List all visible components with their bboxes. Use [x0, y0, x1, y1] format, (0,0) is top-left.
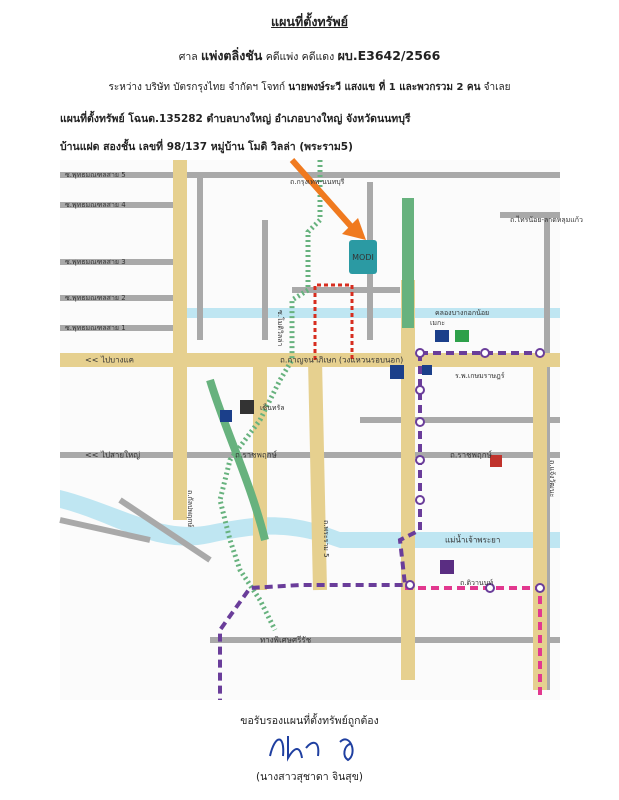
certify-text: ขอรับรองแผนที่ตั้งทรัพย์ถูกต้อง	[240, 715, 379, 727]
label-soi4: ซ.พุทธมณฑลสาย 4	[65, 201, 126, 209]
signer-name: (นางสาวสุชาดา จินสุข)	[256, 771, 363, 783]
case-type: คดีแพ่ง คดีแดง	[265, 51, 335, 63]
label-tiwanon: ถ.ติวานนท์	[460, 579, 494, 587]
label-soi3: ซ.พุทธมณฑลสาย 3	[65, 258, 126, 266]
modi-marker-label: MODI	[352, 253, 374, 262]
plaintiff-label: โจทก์	[261, 82, 286, 93]
label-chaengwattana: ถ.แจ้งวัฒนะ	[548, 460, 556, 498]
label-hospital: ร.พ.เกษมราษฎร์	[455, 372, 505, 380]
label-rama5: ถ.พระราม 5	[322, 520, 330, 558]
defendant-name: นายพงษ์ระวี แสงแข ที่ 1 และพวกรวม 2 คน	[288, 82, 481, 93]
label-expressway: ทางพิเศษศรีรัช	[260, 635, 312, 645]
label-kanlapaphruek: ถ.กัลปพฤกษ์	[186, 490, 194, 528]
location-line-2: บ้านแฝด สองชั้น เลขที่ 98/137 หมู่บ้าน โมดิ วิลล่า (พระราม5)	[60, 141, 353, 153]
court-name: แพ่งตลิ่งชัน	[201, 48, 263, 63]
green-line-rail	[402, 198, 414, 328]
parties-line	[0, 80, 619, 95]
label-soi2: ซ.พุทธมณฑลสาย 2	[65, 294, 126, 302]
label-ratchaphruek: ถ.ราชพฤกษ์	[235, 450, 277, 460]
signature	[0, 726, 619, 768]
label-road-top: ถ.กรุงเทพ-นนทบุรี	[290, 178, 345, 186]
page-title: แผนที่ตั้งทรัพย์	[271, 14, 348, 29]
court-line	[0, 46, 619, 66]
label-road-right: ถ.ไทรน้อย-ลาดหลุมแก้ว	[510, 216, 583, 224]
label-soi1: ซ.พุทธมณฑลสาย 1	[65, 324, 126, 332]
location-map	[60, 160, 583, 700]
defendant-label: จำเลย	[483, 82, 511, 93]
label-mega: เมกะ	[430, 319, 446, 327]
label-canal: คลองบางกอกน้อย	[435, 309, 490, 317]
location-line-1: แผนที่ตั้งทรัพย์ โฉนด.135282 ตำบลบางใหญ่ อำเภอบางใหญ่ จังหวัดนนทบุรี	[60, 113, 411, 125]
label-ratchaphruek-2: ถ.ราชพฤกษ์	[450, 450, 492, 460]
label-to-bangkhae: << ไปบางแค	[85, 355, 135, 365]
case-number: ผบ.E3642/2566	[337, 48, 441, 63]
label-central: เซ็นทรัล	[260, 404, 285, 412]
label-soi5: ซ.พุทธมณฑลสาย 5	[65, 171, 126, 179]
court-prefix: ศาล	[178, 51, 198, 63]
parties-between: ระหว่าง บริษัท บัตรกรุงไทย จำกัดฯ	[108, 82, 259, 93]
label-river: แม่น้ำเจ้าพระยา	[445, 535, 501, 545]
label-to-saiyai: << ไปสายใหญ่	[85, 450, 141, 460]
label-kanchana: ถ.กาญจนาภิเษก (วงแหวนรอบนอก)	[280, 355, 404, 365]
label-soi-modi: ซ.โมดิวิลล่า	[276, 310, 284, 347]
